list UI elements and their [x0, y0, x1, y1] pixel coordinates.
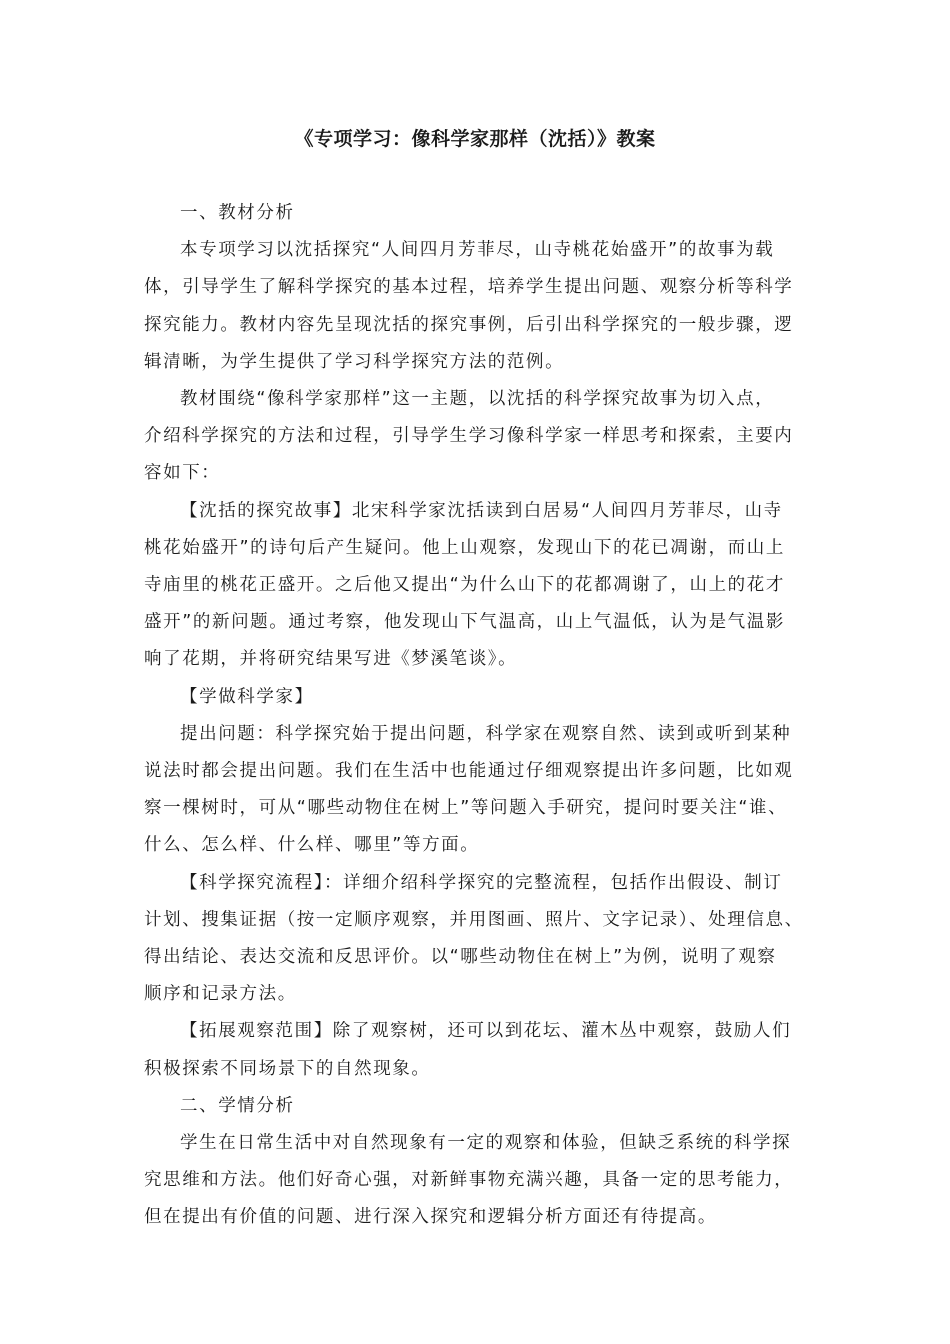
paragraph-line: 学生在日常生活中对自然现象有一定的观察和体验，但缺乏系统的科学探 — [180, 1133, 792, 1154]
document-title: 《专项学习：像科学家那样（沈括）》教案 — [294, 128, 656, 150]
paragraph-line: 积极探索不同场景下的自然现象。 — [144, 1058, 431, 1079]
paragraph-line: 本专项学习以沈括探究“人间四月芳菲尽，山寺桃花始盛开”的故事为载 — [180, 240, 775, 261]
paragraph-line: 提出问题：科学探究始于提出问题，科学家在观察自然、读到或听到某种 — [180, 723, 792, 744]
paragraph-line: 教材围绕“像科学家那样”这一主题，以沈括的科学探究故事为切入点， — [180, 389, 775, 410]
subsection-heading-learn-scientist: 【学做科学家】 — [180, 686, 314, 707]
paragraph-line: 察一棵树时，可从“哪些动物住在树上”等问题入手研究，提问时要关注“谁、 — [144, 798, 788, 819]
paragraph-line: 辑清晰，为学生提供了学习科学探究方法的范例。 — [144, 351, 565, 372]
document-body — [144, 195, 806, 1237]
paragraph-line: 【沈括的探究故事】北宋科学家沈括读到白居易“人间四月芳菲尽，山寺 — [180, 500, 783, 521]
paragraph-line: 但在提出有价值的问题、进行深入探究和逻辑分析方面还有待提高。 — [144, 1207, 717, 1228]
paragraph-line: 体，引导学生了解科学探究的基本过程，培养学生提出问题、观察分析等科学 — [144, 277, 794, 298]
paragraph-line: 容如下： — [144, 463, 221, 484]
paragraph-line: 顺序和记录方法。 — [144, 984, 297, 1005]
section-heading-textbook-analysis: 一、教材分析 — [180, 203, 295, 223]
paragraph-line: 桃花始盛开”的诗句后产生疑问。他上山观察，发现山下的花已凋谢，而山上 — [144, 537, 785, 558]
section-heading-learner-analysis: 二、学情分析 — [180, 1095, 295, 1116]
paragraph-line: 说法时都会提出问题。我们在生活中也能通过仔细观察提出许多问题，比如观 — [144, 761, 794, 782]
paragraph-line: 究思维和方法。他们好奇心强，对新鲜事物充满兴趣，具备一定的思考能力， — [144, 1170, 794, 1191]
paragraph-line: 响了花期，并将研究结果写进《梦溪笔谈》。 — [144, 649, 518, 670]
paragraph-line: 什么、怎么样、什么样、哪里”等方面。 — [144, 835, 480, 856]
paragraph-line: 盛开”的新问题。通过考察，他发现山下气温高，山上气温低，认为是气温影 — [144, 612, 785, 633]
paragraph-line: 计划、搜集证据（按一定顺序观察，并用图画、照片、文字记录）、处理信息、 — [144, 909, 804, 930]
paragraph-line: 寺庙里的桃花正盛开。之后他又提出“为什么山下的花都凋谢了，山上的花才 — [144, 575, 785, 596]
paragraph-line: 得出结论、表达交流和反思评价。以“哪些动物住在树上”为例，说明了观察 — [144, 947, 777, 968]
paragraph-line: 【拓展观察范围】除了观察树，还可以到花坛、灌木丛中观察，鼓励人们 — [180, 1021, 792, 1042]
paragraph-line: 介绍科学探究的方法和过程，引导学生学习像科学家一样思考和探索，主要内 — [144, 426, 794, 447]
paragraph-line: 【科学探究流程】：详细介绍科学探究的完整流程，包括作出假设、制订 — [180, 872, 783, 893]
paragraph-line: 探究能力。教材内容先呈现沈括的探究事例，后引出科学探究的一般步骤，逻 — [144, 314, 794, 335]
